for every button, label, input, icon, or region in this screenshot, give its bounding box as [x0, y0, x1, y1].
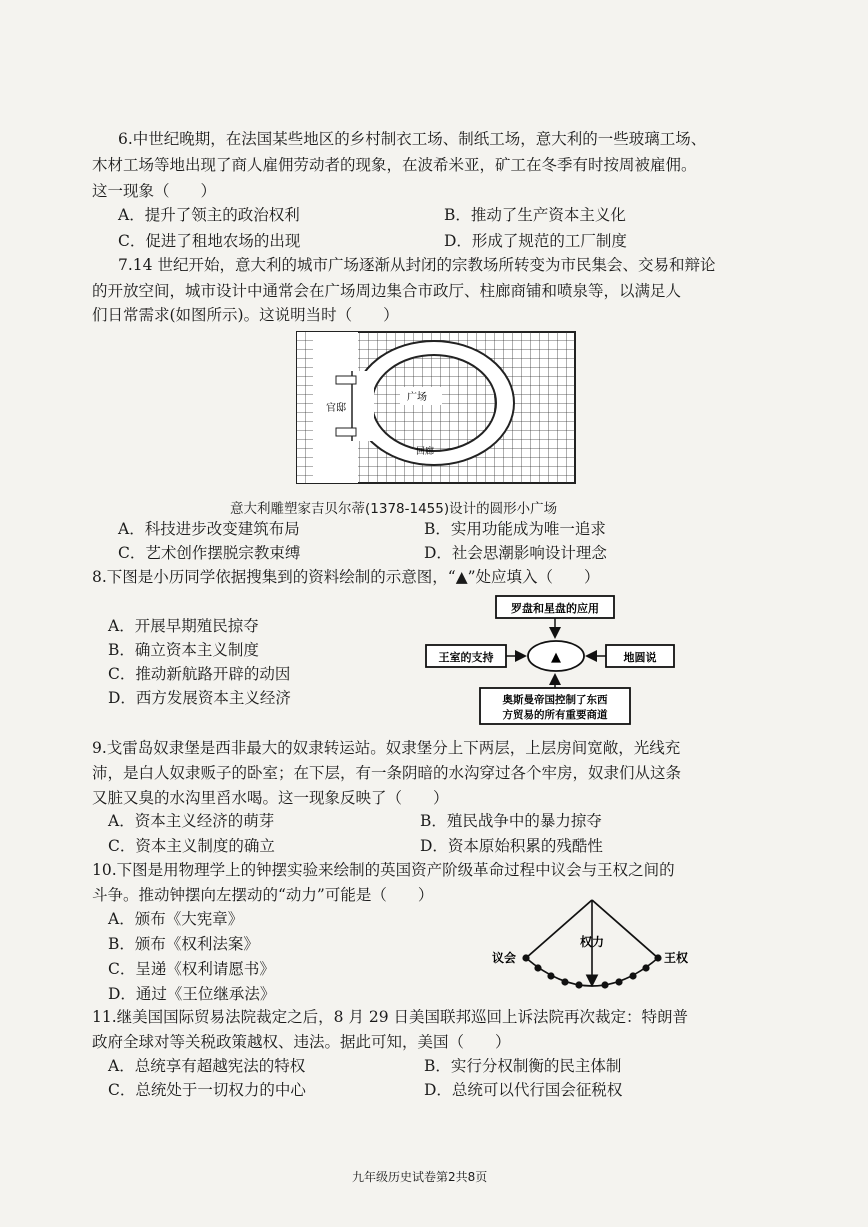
q10-option-d[interactable]: D．通过《王位继承法》	[108, 985, 276, 1003]
q10-option-c[interactable]: C．呈递《权利请愿书》	[108, 960, 275, 978]
q9-stem-line-1: 9.戈雷岛奴隶堡是西非最大的奴隶转运站。奴隶堡分上下两层，上层房间宽敞，光线充	[92, 739, 681, 757]
q6-option-a[interactable]: A．提升了领主的政治权利	[118, 206, 300, 224]
q8-option-c[interactable]: C．推动新航路开辟的动因	[108, 665, 291, 683]
q6-stem-line-2: 木材工场等地出现了商人雇佣劳动者的现象，在波希米亚，矿工在冬季有时按周被雇佣。	[92, 156, 697, 174]
q10-stem-line-2: 斗争。推动钟摆向左摆动的“动力”可能是（ ）	[92, 886, 434, 904]
q11-option-d[interactable]: D．总统可以代行国会征税权	[424, 1081, 623, 1099]
label-office: 官邸	[326, 403, 346, 414]
q8-option-b[interactable]: B．确立资本主义制度	[108, 641, 259, 659]
q6-stem-line-3: 这一现象（ ）	[92, 182, 217, 200]
page-footer: 九年级历史试卷第2共8页	[352, 1170, 488, 1184]
box-compass-astrolabe: 罗盘和星盘的应用	[511, 602, 599, 615]
q8-stem: 8.下图是小历同学依据搜集到的资料绘制的示意图，“▲”处应填入（ ）	[92, 568, 600, 586]
pendulum-label-crown: 王权	[664, 951, 689, 965]
box-royal-support: 王室的支持	[438, 651, 494, 664]
q6-stem-line-1: 6.中世纪晚期，在法国某些地区的乡村制衣工场、制纸工场，意大利的一些玻璃工场、	[118, 130, 707, 148]
q10-option-a[interactable]: A．颁布《大宪章》	[108, 910, 244, 928]
q9-option-c[interactable]: C．资本主义制度的确立	[108, 837, 275, 855]
q7-option-b[interactable]: B．实用功能成为唯一追求	[424, 520, 606, 538]
square-plan-figure	[296, 331, 576, 484]
label-colonnade: 回廊	[416, 447, 435, 457]
q11-option-c[interactable]: C．总统处于一切权力的中心	[108, 1081, 306, 1099]
q9-stem-line-2: 沛，是白人奴隶贩子的卧室；在下层，有一条阴暗的水沟穿过各个牢房，奴隶们从这条	[92, 764, 682, 782]
q6-option-b[interactable]: B．推动了生产资本主义化	[444, 206, 626, 224]
q11-stem-line-2: 政府全球对等关税政策越权、违法。据此可知，美国（ ）	[92, 1033, 511, 1051]
cause-diagram	[420, 590, 690, 728]
pendulum-label-parliament: 议会	[492, 951, 517, 965]
q7-option-c[interactable]: C．艺术创作摆脱宗教束缚	[118, 544, 301, 562]
label-square: 广场	[407, 392, 427, 403]
pendulum-figure	[488, 896, 700, 1000]
q6-option-d[interactable]: D．形成了规范的工厂制度	[444, 232, 627, 250]
pendulum-label-power: 权力	[580, 935, 605, 949]
q7-stem-line-1: 7.14 世纪开始，意大利的城市广场逐渐从封闭的宗教场所转变为市民集会、交易和辩论	[118, 256, 716, 274]
q9-option-d[interactable]: D．资本原始积累的残酷性	[420, 837, 603, 855]
box-round-earth: 地圆说	[623, 651, 657, 664]
q9-option-b[interactable]: B．殖民战争中的暴力掠夺	[420, 812, 602, 830]
q8-option-a[interactable]: A．开展早期殖民掠夺	[108, 617, 259, 635]
box-ottoman-line-1: 奥斯曼帝国控制了东西	[502, 694, 608, 706]
q9-stem-line-3: 又脏又臭的水沟里舀水喝。这一现象反映了（ ）	[92, 789, 449, 807]
q6-option-c[interactable]: C．促进了租地农场的出现	[118, 232, 301, 250]
q11-option-a[interactable]: A．总统享有超越宪法的特权	[108, 1057, 306, 1075]
q10-option-b[interactable]: B．颁布《权利法案》	[108, 935, 259, 953]
triangle-placeholder: ▲	[551, 650, 561, 665]
q7-option-d[interactable]: D．社会思潮影响设计理念	[424, 544, 607, 562]
q7-option-a[interactable]: A．科技进步改变建筑布局	[118, 520, 300, 538]
q7-stem-line-3: 们日常需求(如图所示)。这说明当时（ ）	[92, 306, 399, 324]
q8-option-d[interactable]: D．西方发展资本主义经济	[108, 689, 291, 707]
box-ottoman-line-2: 方贸易的所有重要商道	[502, 709, 608, 721]
q11-stem-line-1: 11.继美国国际贸易法院裁定之后，8 月 29 日美国联邦巡回上诉法院再次裁定：特朗普	[92, 1008, 689, 1026]
q7-stem-line-2: 的开放空间，城市设计中通常会在广场周边集合市政厅、柱廊商铺和喷泉等，以满足人	[92, 282, 682, 300]
q7-figure-caption: 意大利雕塑家吉贝尔蒂(1378-1455)设计的圆形小广场	[230, 501, 558, 517]
q9-option-a[interactable]: A．资本主义经济的萌芽	[108, 812, 275, 830]
q10-stem-line-1: 10.下图是用物理学上的钟摆实验来绘制的英国资产阶级革命过程中议会与王权之间的	[92, 861, 675, 879]
q11-option-b[interactable]: B．实行分权制衡的民主体制	[424, 1057, 622, 1075]
